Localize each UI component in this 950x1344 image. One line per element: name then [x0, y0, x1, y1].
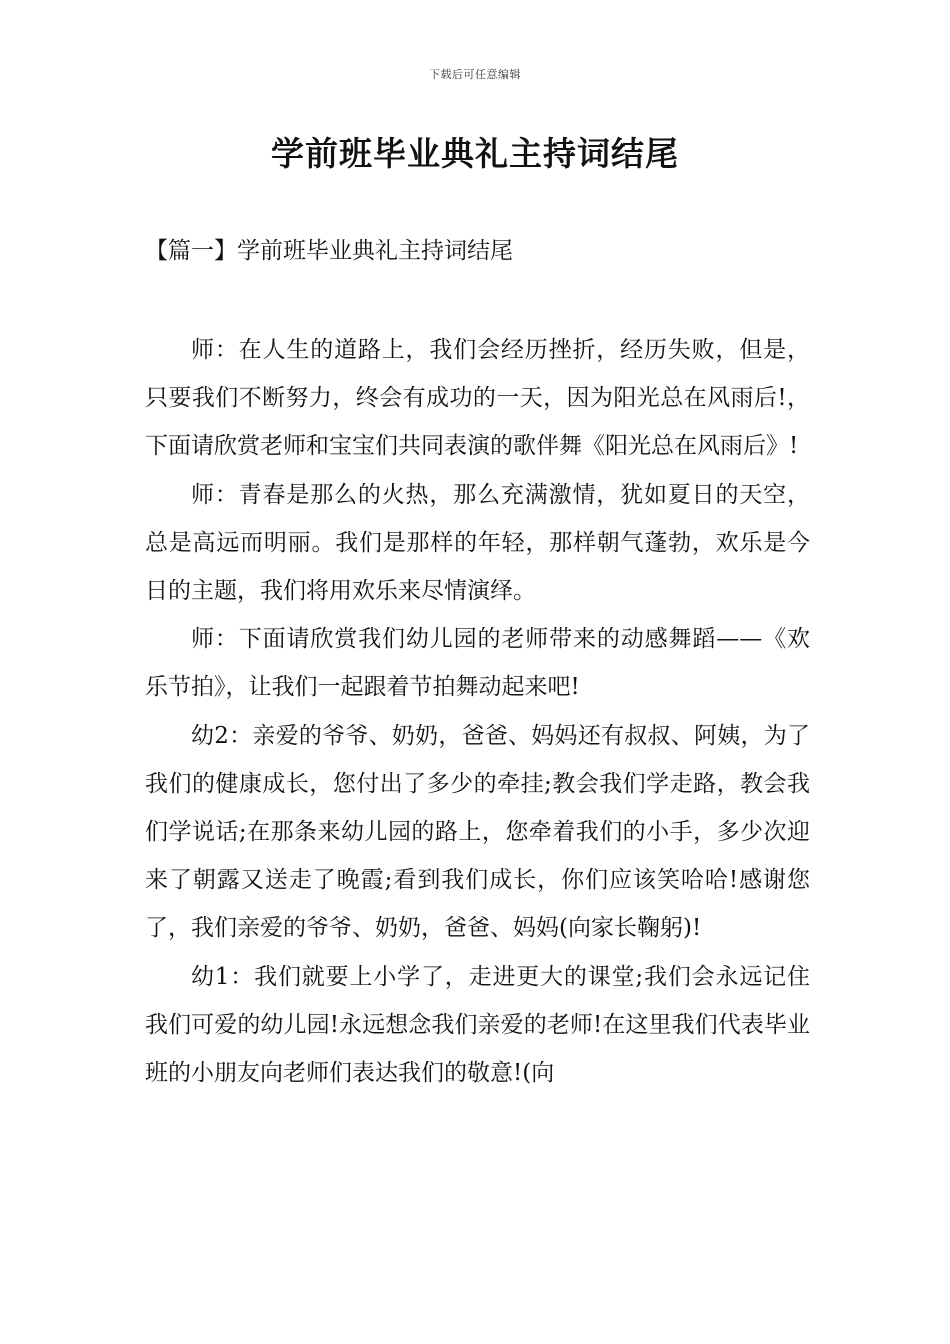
document-body [145, 326, 810, 1097]
paragraph: 师：下面请欣赏我们幼儿园的老师带来的动感舞蹈——《欢乐节拍》，让我们一起跟着节拍舞动起来吧! [145, 626, 810, 701]
document-title: 学前班毕业典礼主持词结尾 [271, 134, 679, 173]
paragraph: 师：青春是那么的火热，那么充满激情，犹如夏日的天空，总是高远而明丽。我们是那样的年轻，那样朝气蓬勃，欢乐是今日的主题，我们将用欢乐来尽情演绎。 [145, 481, 810, 605]
section-heading: 【篇一】学前班毕业典礼主持词结尾 [145, 238, 513, 264]
paragraph: 师：在人生的道路上，我们会经历挫折，经历失败，但是，只要我们不断努力，终会有成功的一天，因为阳光总在风雨后!，下面请欣赏老师和宝宝们共同表演的歌伴舞《阳光总在风雨后》! [145, 337, 810, 460]
paragraph: 幼1：我们就要上小学了，走进更大的课堂;我们会永远记住我们可爱的幼儿园!永远想念我们亲爱的老师!在这里我们代表毕业班的小朋友向老师们表达我们的敬意!(向 [145, 963, 810, 1087]
paragraph: 幼2：亲爱的爷爷、奶奶，爸爸、妈妈还有叔叔、阿姨，为了我们的健康成长，您付出了多少的牵挂;教会我们学走路，教会我们学说话;在那条来幼儿园的路上，您牵着我们的小手，多少次迎来了朝露又送走了晚霞;看到我们成长，你们应该笑哈哈!感谢您了，我们亲爱的爷爷、奶奶，爸爸、妈妈(向家长鞠躬)! [145, 722, 810, 942]
header-note: 下载后可任意编辑 [429, 68, 521, 81]
